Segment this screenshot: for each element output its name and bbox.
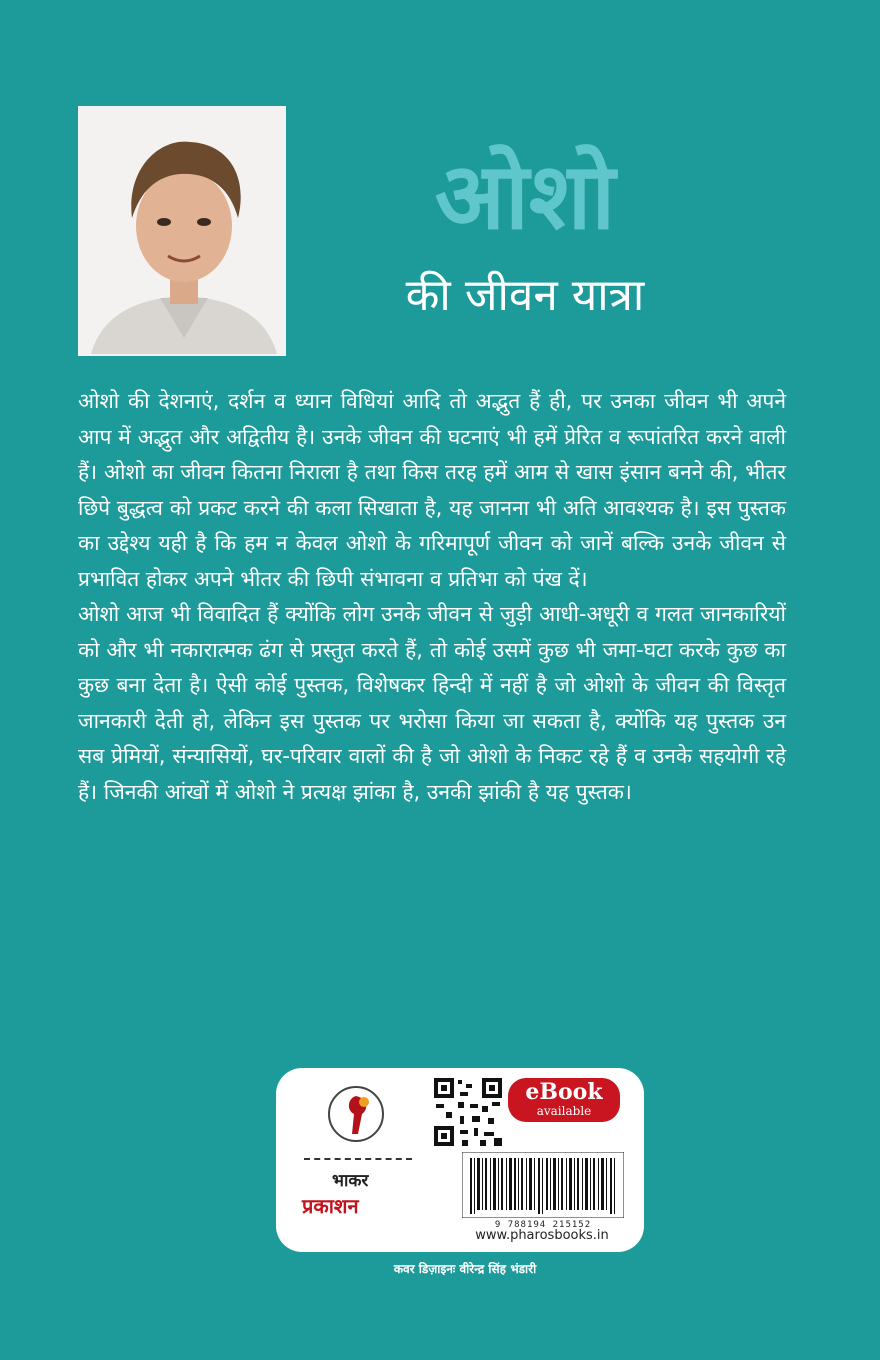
description xyxy=(78,384,786,810)
barcode-icon xyxy=(462,1152,624,1218)
ebook-available-label: available xyxy=(536,1104,592,1118)
qr-code-icon xyxy=(432,1076,504,1148)
author-portrait-image xyxy=(80,108,286,356)
isbn-number: 9 788194 215152 xyxy=(494,1220,592,1230)
description-paragraph-1: ओशो की देशनाएं, दर्शन व ध्यान विधियां आदि तो अद्भुत हैं ही, पर उनका जीवन भी अपने आप में अद्भुत और अद्वितीय है। उनके जीवन की घटनाएं भी हमें प्रेरित व रूपांतरित करने वाली हैं। ओशो का जीवन कितना निराला है तथा किस तरह हमें आम से खास इंसान बनने की, भीतर छिपे बुद्धत्व को प्रकट करने की कला सिखाता है, यह जानना भी अति आवश्यक है। इस पुस्तक का उद्देश्य यही है कि हम न केवल ओशो के गरिमापूर्ण जीवन को जानें बल्कि उनके जीवन से प्रभावित होकर अपने भीतर की छिपी संभावना व प्रतिभा को पंख दें। xyxy=(78,389,786,591)
book-subtitle: की जीवन यात्रा xyxy=(405,270,645,321)
publisher-logo-icon xyxy=(328,1086,384,1142)
barcode xyxy=(462,1152,624,1232)
divider xyxy=(304,1158,412,1160)
publisher-name-line2: प्रकाशन xyxy=(302,1194,359,1218)
publisher-website: www.pharosbooks.in xyxy=(475,1228,609,1243)
publisher-panel xyxy=(276,1068,644,1252)
ebook-badge xyxy=(508,1078,620,1122)
description-paragraph-2: ओशो आज भी विवादित हैं क्योंकि लोग उनके जीवन से जुड़ी आधी-अधूरी व गलत जानकारियों को और भी नकारात्मक ढंग से प्रस्तुत करते हैं, तो कोई उसमें कुछ भी जमा-घटा करके कुछ का कुछ बना देता है। ऐसी कोई पुस्तक, विशेषकर हिन्दी में नहीं है जो ओशो के जीवन की विस्तृत जानकारी देती हो, लेकिन इस पुस्तक पर भरोसा किया जा सकता है, क्योंकि यह पुस्तक उन सब प्रेमियों, संन्यासियों, घर-परिवार वालों की है जो ओशो के निकट रहे हैं व उनके सहयोगी रहे हैं। जिनकी आंखों में ओशो ने प्रत्यक्ष झांका है, उनकी झांकी है यह पुस्तक। xyxy=(78,602,786,804)
cover-design-credit: कवर डिज़ाइनः वीरेन्द्र सिंह भंडारी xyxy=(393,1262,537,1276)
ebook-label: eBook xyxy=(525,1079,603,1105)
book-title: ओशो xyxy=(434,142,616,250)
author-photo xyxy=(78,106,286,356)
publisher-name-line1: भाकर xyxy=(332,1171,369,1191)
